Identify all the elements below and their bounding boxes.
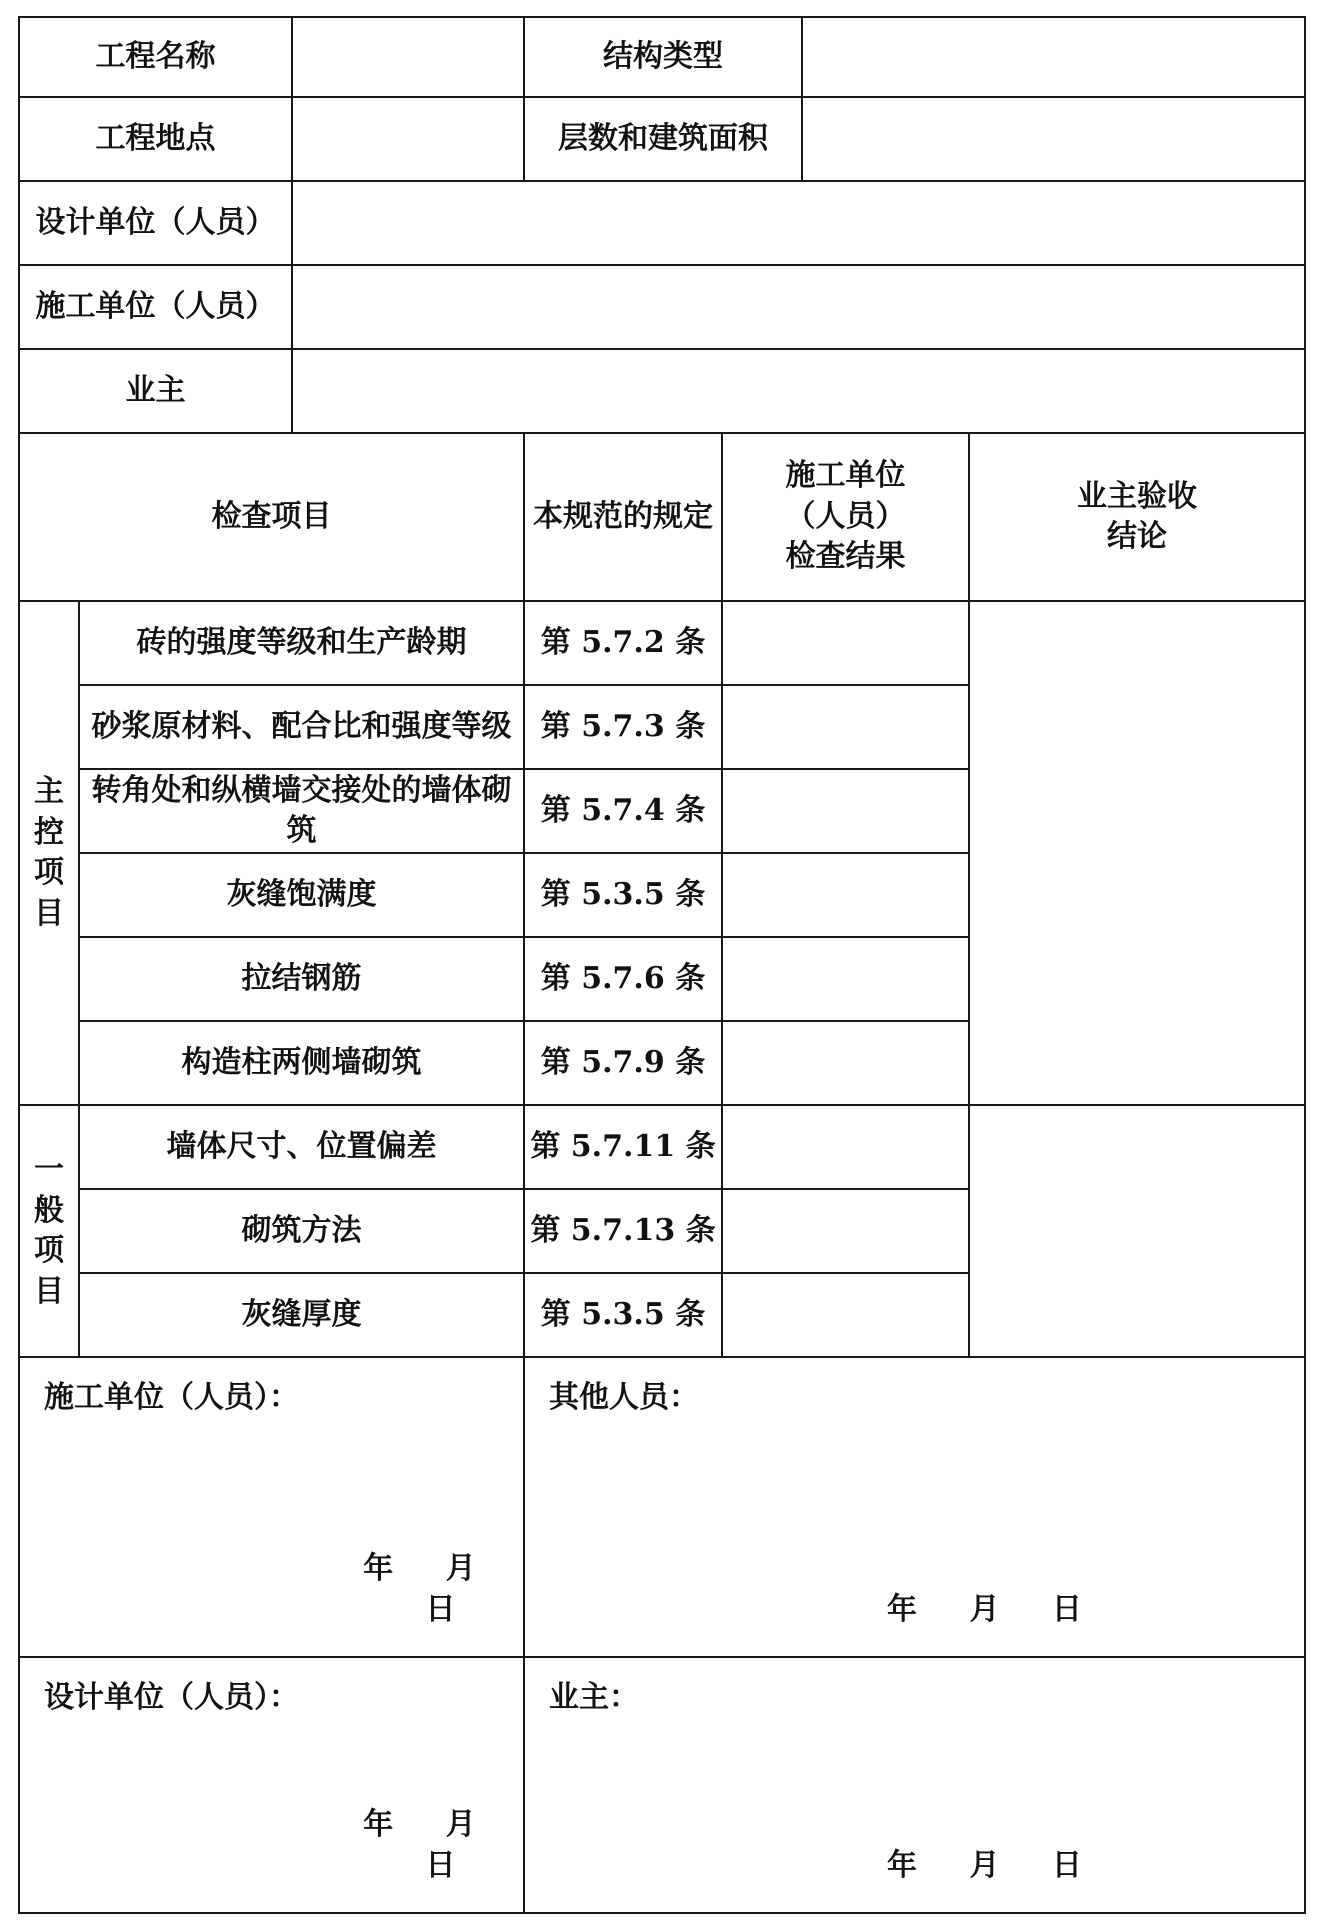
date-month: 月 [969,1847,1000,1883]
main-owner-conclusion-cell [969,601,1305,1105]
signature-row [19,1357,1305,1657]
group-char: 目 [34,1273,64,1309]
design-unit-value [292,181,1305,265]
signature-label: 业主： [549,1680,639,1715]
date-year: 年 [363,1551,394,1586]
signature-date [358,1549,523,1630]
code-clause: 第 5.3.5 条 [524,853,722,937]
floors-area-label: 层数和建筑面积 [524,97,802,181]
date-year: 年 [887,1591,917,1627]
project-location-row [19,97,1305,181]
column-header-row [19,433,1305,601]
signature-label: 施工单位（人员）： [44,1380,299,1415]
construction-unit-label: 施工单位（人员） [19,265,292,349]
code-clause: 第 5.7.4 条 [524,769,722,853]
group-char: 项 [34,1233,64,1268]
inspection-item-header: 检查项目 [19,433,524,601]
signature-date [887,1590,1082,1631]
inspection-item: 砖的强度等级和生产龄期 [79,601,524,685]
inspection-item: 转角处和纵横墙交接处的墙体砌筑 [79,769,524,853]
construction-check-header: 施工单位 （人员） 检查结果 [722,433,969,601]
group-char: 目 [34,895,64,931]
code-clause: 第 5.3.5 条 [524,1273,722,1357]
check-result-cell [722,685,969,769]
structure-type-value [802,17,1305,97]
general-item-row [19,1105,1305,1189]
owner-row [19,349,1305,433]
floors-area-value [802,97,1305,181]
owner-label: 业主 [19,349,292,433]
signature-date [887,1846,1082,1887]
general-items-group-label [19,1105,79,1357]
project-location-value [292,97,524,181]
main-item-row [19,601,1305,685]
date-day: 日 [1051,1591,1082,1627]
check-result-cell [722,853,969,937]
owner-conclusion-header: 业主验收 结论 [969,433,1305,601]
code-clause: 第 5.7.13 条 [524,1189,722,1273]
structure-type-label: 结构类型 [524,17,802,97]
signature-date [358,1805,523,1886]
check-result-cell [722,1273,969,1357]
date-year: 年 [363,1807,394,1842]
code-clause: 第 5.7.3 条 [524,685,722,769]
check-result-cell [722,937,969,1021]
check-result-cell [722,1021,969,1105]
inspection-item: 拉结钢筋 [79,937,524,1021]
date-month: 月 [445,1807,476,1842]
signature-label: 其他人员： [549,1380,699,1415]
code-clause: 第 5.7.6 条 [524,937,722,1021]
date-month: 月 [445,1551,476,1586]
inspection-item: 砌筑方法 [79,1189,524,1273]
check-result-cell [722,601,969,685]
inspection-item: 构造柱两侧墙砌筑 [79,1021,524,1105]
design-unit-signature [19,1657,524,1913]
code-spec-header: 本规范的规定 [524,433,722,601]
other-personnel-signature [524,1357,1305,1657]
owner-value [292,349,1305,433]
check-result-cell [722,1189,969,1273]
check-result-cell [722,769,969,853]
code-clause: 第 5.7.2 条 [524,601,722,685]
date-day: 日 [1051,1847,1082,1883]
signature-row [19,1657,1305,1913]
inspection-form-table [18,16,1306,1914]
inspection-item: 灰缝厚度 [79,1273,524,1357]
inspection-item: 砂浆原材料、配合比和强度等级 [79,685,524,769]
project-name-row [19,17,1305,97]
construction-unit-value [292,265,1305,349]
project-name-value [292,17,524,97]
design-unit-row [19,181,1305,265]
code-clause: 第 5.7.9 条 [524,1021,722,1105]
group-char: 主 [34,774,64,809]
project-location-label: 工程地点 [19,97,292,181]
inspection-form-sheet [18,16,1304,1904]
project-name-label: 工程名称 [19,17,292,97]
group-char: 控 [34,814,64,850]
check-result-cell [722,1105,969,1189]
date-month: 月 [969,1591,1000,1627]
group-char: 一 [34,1152,64,1187]
inspection-item: 灰缝饱满度 [79,853,524,937]
date-day: 日 [425,1591,456,1627]
construction-unit-signature [19,1357,524,1657]
group-char: 项 [34,855,64,890]
signature-label: 设计单位（人员）： [44,1680,299,1715]
general-owner-conclusion-cell [969,1105,1305,1357]
date-year: 年 [887,1847,917,1883]
main-items-group-label [19,601,79,1105]
owner-signature [524,1657,1305,1913]
date-day: 日 [425,1847,456,1883]
design-unit-label: 设计单位（人员） [19,181,292,265]
group-char: 般 [34,1192,64,1228]
inspection-item: 墙体尺寸、位置偏差 [79,1105,524,1189]
construction-unit-row [19,265,1305,349]
code-clause: 第 5.7.11 条 [524,1105,722,1189]
